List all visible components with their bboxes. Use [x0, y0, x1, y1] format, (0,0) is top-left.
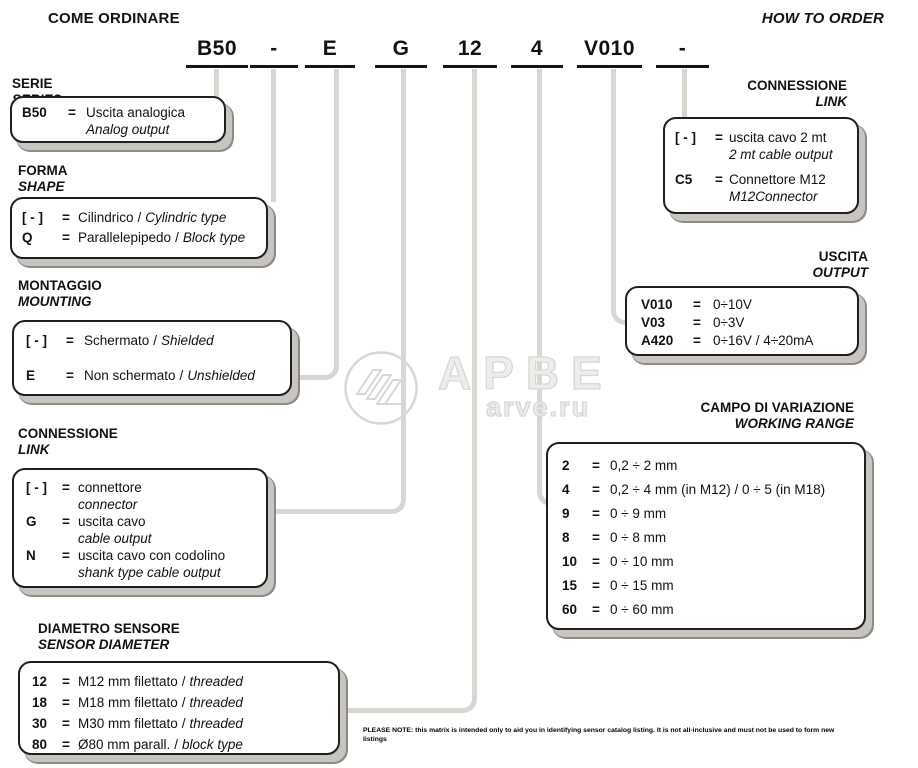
box-uscita — [625, 286, 859, 356]
label-campo: CAMPO DI VARIAZIONE WORKING RANGE — [700, 400, 854, 431]
entry-row: V03 = 0÷3V — [641, 315, 745, 330]
watermark-brand: АРВЕ — [438, 347, 614, 399]
entry-row-cont: connector — [78, 497, 138, 512]
box-campo — [546, 442, 866, 630]
entry-row: 8 = 0 ÷ 8 mm — [562, 530, 667, 545]
label-serie: SERIE — [12, 76, 53, 91]
box-connessione-right — [663, 117, 859, 214]
entry-row: 4 = 0,2 ÷ 4 mm (in M12) / 0 ÷ 5 (in M18) — [562, 482, 826, 497]
box-diametro — [18, 661, 340, 755]
footnote: PLEASE NOTE: this matrix is intended only to aid you in identifying sensor catalog listing. It is not all-inclusive and must not be used to form new listings — [363, 727, 835, 743]
watermark-site: arve.ru — [486, 392, 591, 422]
entry-row: V010 = 0÷10V — [641, 297, 752, 312]
entry-row: 10 = 0 ÷ 10 mm — [562, 554, 674, 569]
entry-row: 60 = 0 ÷ 60 mm — [562, 602, 674, 617]
entry-row: 80 = Ø80 mm parall. / block type — [32, 737, 243, 752]
entry-row-cont: shank type cable output — [78, 565, 221, 580]
entry-row: 12 = M12 mm filettato / threaded — [32, 674, 243, 689]
entry-row-cont: cable output — [78, 531, 152, 546]
box-connessione-left — [12, 468, 268, 588]
page-title-italian: COME ORDINARE — [48, 10, 180, 27]
entry-row: 18 = M18 mm filettato / threaded — [32, 695, 243, 710]
connector-line-series — [214, 69, 219, 99]
code-segment-shape: - — [250, 36, 298, 68]
entry-row-cont: Analog output — [86, 122, 170, 137]
box-forma — [10, 197, 268, 259]
code-segment-series: B50 — [186, 36, 248, 68]
label-forma: FORMA SHAPE — [18, 163, 68, 194]
entry-row: 15 = 0 ÷ 15 mm — [562, 578, 674, 593]
code-segment-link: G — [375, 36, 427, 68]
box-montaggio — [12, 320, 292, 396]
entry-row: [ - ] = Cilindrico / Cylindric type — [22, 210, 227, 225]
box-serie — [10, 96, 226, 143]
entry-row: 30 = M30 mm filettato / threaded — [32, 716, 243, 731]
label-montaggio: MONTAGGIO MOUNTING — [18, 278, 102, 309]
entry-row: [ - ] = Schermato / Shielded — [26, 333, 214, 348]
code-segment-range: 4 — [511, 36, 563, 68]
code-segment-mounting: E — [305, 36, 355, 68]
entry-row: Q = Parallelepipedo / Block type — [22, 230, 246, 245]
entry-row-cont: 2 mt cable output — [729, 147, 833, 162]
entry-row: G = uscita cavo — [26, 514, 146, 529]
entry-row-cont: M12Connector — [729, 189, 818, 204]
code-segment-output: V010 — [577, 36, 642, 68]
entry-row: B50 = Uscita analogica — [22, 105, 186, 120]
entry-row: 9 = 0 ÷ 9 mm — [562, 506, 667, 521]
entry-row: [ - ] = connettore — [26, 480, 142, 495]
entry-row: A420 = 0÷16V / 4÷20mA — [641, 333, 814, 348]
entry-row: C5 = Connettore M12 — [675, 172, 826, 187]
label-diametro: DIAMETRO SENSORE SENSOR DIAMETER — [38, 621, 180, 652]
page-title-english: HOW TO ORDER — [761, 10, 884, 27]
label-uscita: USCITA OUTPUT — [812, 249, 868, 280]
arve-logo-icon — [342, 349, 420, 427]
entry-row: [ - ] = uscita cavo 2 mt — [675, 130, 827, 145]
label-connessione-right: CONNESSIONE LINK — [747, 78, 847, 109]
code-segment-link2: - — [656, 36, 709, 68]
code-segment-diameter: 12 — [443, 36, 497, 68]
label-connessione-left: CONNESSIONE LINK — [18, 426, 118, 457]
entry-row: N = uscita cavo con codolino — [26, 548, 226, 563]
entry-row: E = Non schermato / Unshielded — [26, 368, 255, 383]
connector-line-range — [537, 69, 554, 506]
entry-row: 2 = 0,2 ÷ 2 mm — [562, 458, 678, 473]
